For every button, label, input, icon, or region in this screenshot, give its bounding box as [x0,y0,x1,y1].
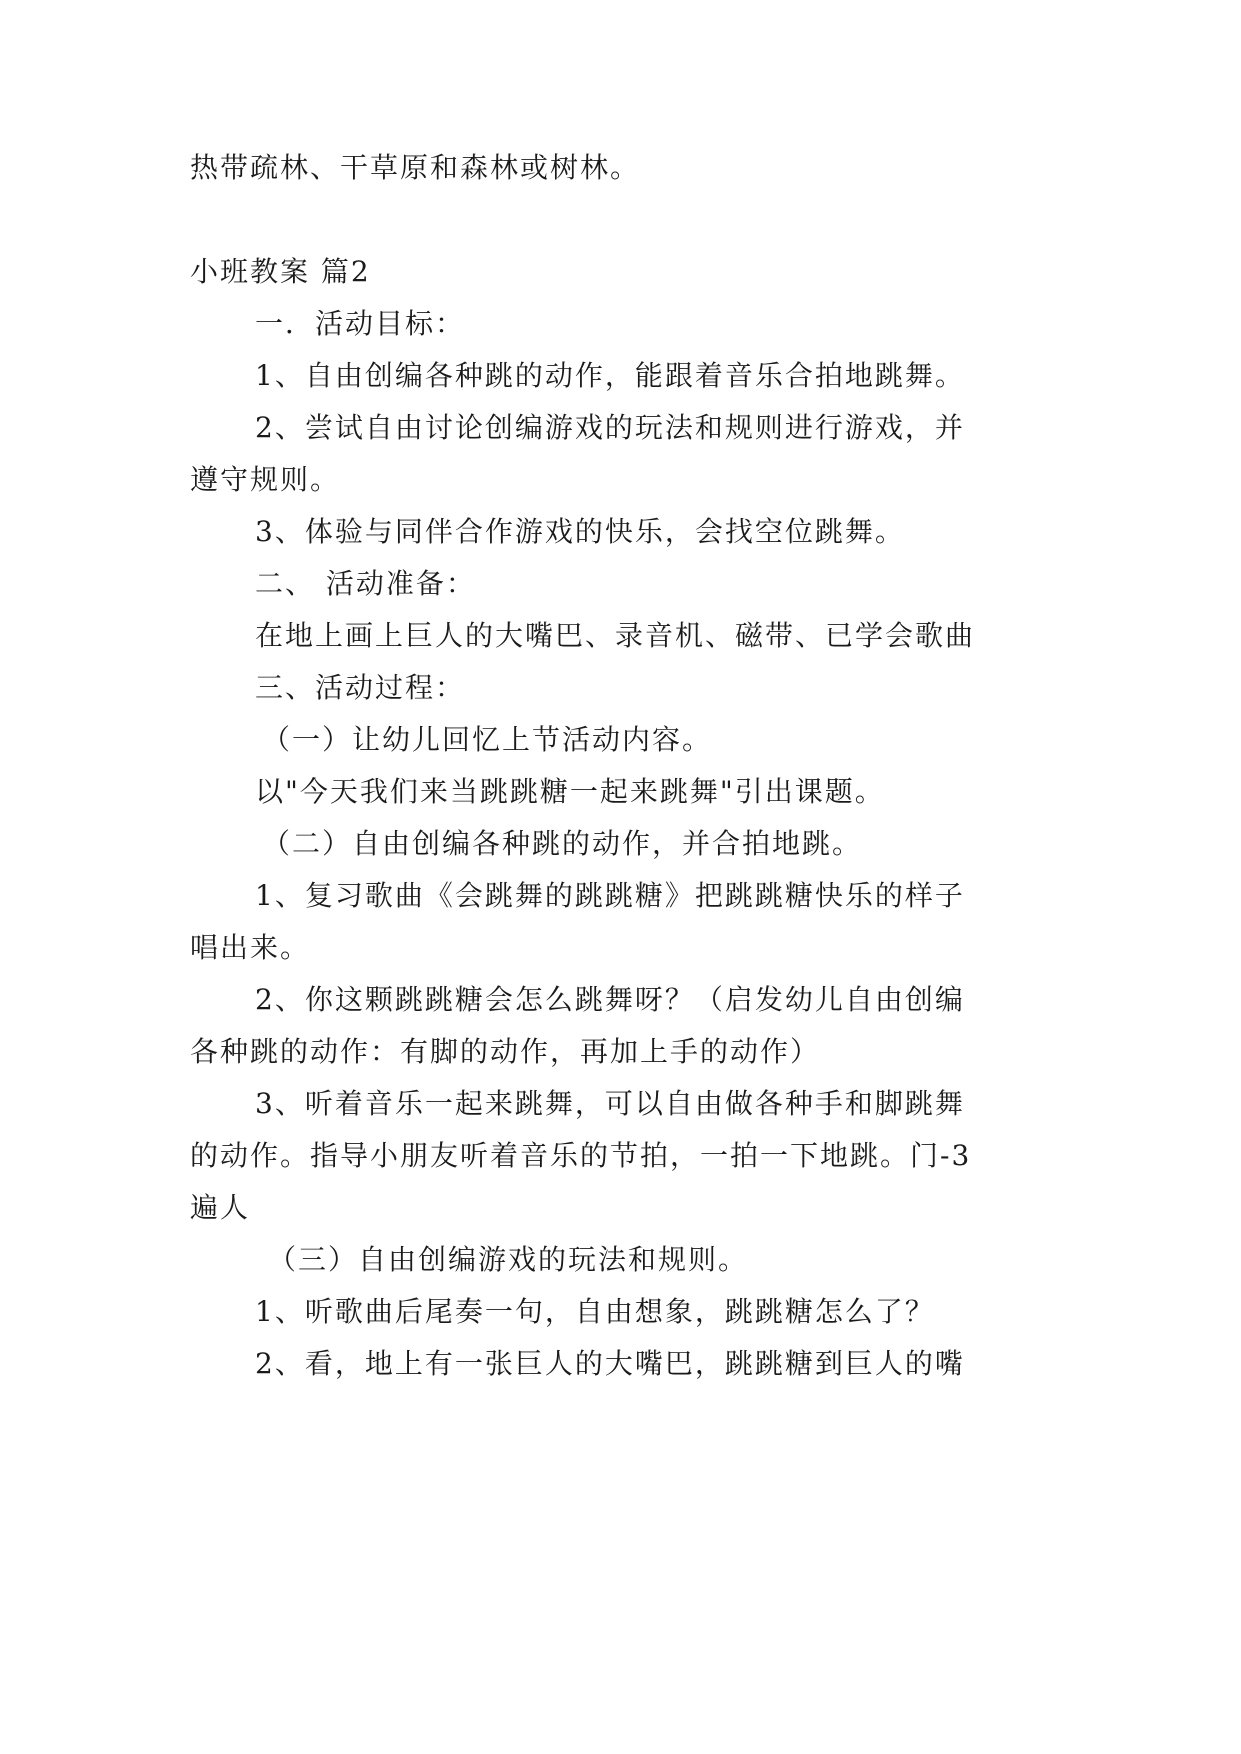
text-line: （二）自由创编各种跳的动作，并合拍地跳。 [262,827,863,860]
text-line: 1、听歌曲后尾奏一句，自由想象，跳跳糖怎么了？ [255,1295,935,1328]
text-line: 热带疏林、干草原和森林或树林。 [190,151,641,184]
text-line: 的动作。指导小朋友听着音乐的节拍，一拍一下地跳。门-3 [190,1139,972,1172]
text-line: 二、 活动准备： [255,567,476,600]
text-line: 1、自由创编各种跳的动作，能跟着音乐合拍地跳舞。 [255,359,965,392]
text-line: 2、尝试自由讨论创编游戏的玩法和规则进行游戏，并 [255,411,965,444]
text-line: 在地上画上巨人的大嘴巴、录音机、磁带、已学会歌曲 [255,619,976,652]
section-heading: 小班教案 篇2 [190,255,371,288]
text-line: 遵守规则。 [190,463,341,496]
text-line: （一）让幼儿回忆上节活动内容。 [262,723,713,756]
text-line: 2、看，地上有一张巨人的大嘴巴，跳跳糖到巨人的嘴 [255,1347,965,1380]
text-line: 3、听着音乐一起来跳舞，可以自由做各种手和脚跳舞 [255,1087,965,1120]
text-line: 唱出来。 [190,931,311,964]
text-line: 遍人 [190,1191,251,1224]
text-line: 三、活动过程： [255,671,466,704]
text-line: 各种跳的动作：有脚的动作，再加上手的动作） [190,1035,821,1068]
text-line: 一．活动目标： [255,307,466,340]
text-line: 2、你这颗跳跳糖会怎么跳舞呀？（启发幼儿自由创编 [255,983,965,1016]
text-line: （三）自由创编游戏的玩法和规则。 [268,1243,749,1276]
text-line: 3、体验与同伴合作游戏的快乐，会找空位跳舞。 [255,515,905,548]
text-line: 以"今天我们来当跳跳糖一起来跳舞"引出课题。 [255,775,885,808]
text-line: 1、复习歌曲《会跳舞的跳跳糖》把跳跳糖快乐的样子 [255,879,965,912]
